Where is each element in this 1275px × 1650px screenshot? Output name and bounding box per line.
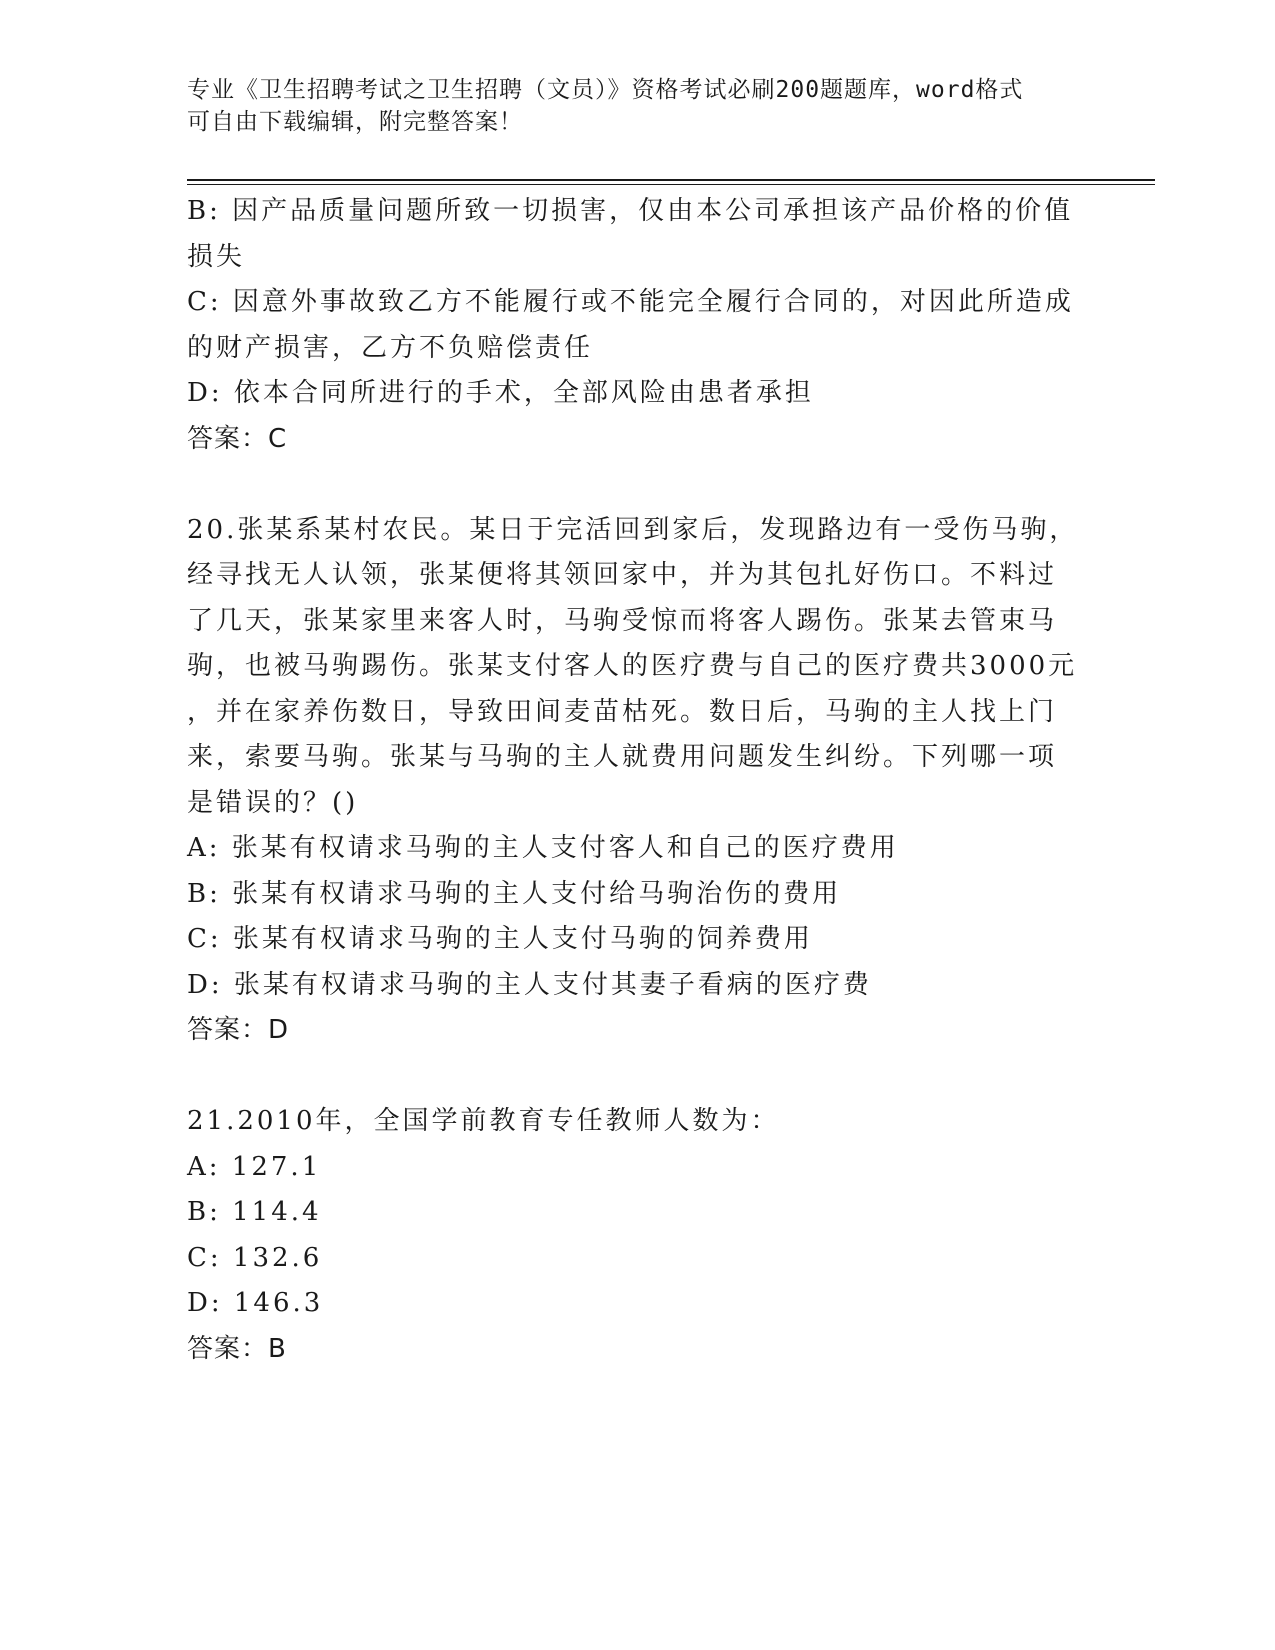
spacer — [187, 1054, 1077, 1100]
header-rule-thick — [187, 179, 1155, 181]
q19-option-c-line1: C: 因意外事故致乙方不能履行或不能完全履行合同的，对因此所造成 — [187, 287, 1074, 317]
q20-option-a: A: 张某有权请求马驹的主人支付客人和自己的医疗费用 — [187, 833, 899, 863]
q19-option-b-line1: B: 因产品质量问题所致一切损害，仅由本公司承担该产品价格的价值 — [187, 196, 1074, 226]
q19-option-c-line2: 的财产损害，乙方不负赔偿责任 — [187, 332, 594, 363]
q19-option-b-line2: 损失 — [187, 241, 246, 272]
q20-stem-line: 是错误的？() — [187, 787, 359, 818]
header-title-line1: 专业《卫生招聘考试之卫生招聘（文员）》资格考试必刷200题题库，word格式 — [187, 77, 1024, 103]
q21-option-c: C: 132.6 — [187, 1242, 323, 1273]
q20-option-b: B: 张某有权请求马驹的主人支付给马驹治伤的费用 — [187, 878, 842, 909]
question-20 — [187, 508, 1077, 1054]
question-21 — [187, 1099, 1077, 1372]
spacer — [187, 462, 1077, 508]
q21-option-a: A: 127.1 — [187, 1151, 322, 1182]
document-header — [187, 74, 1087, 138]
q20-stem-line: 20.张某系某村农民。某日于完活回到家后，发现路边有一受伤马驹， — [187, 514, 1079, 545]
q20-stem-line: 了几天，张某家里来客人时，马驹受惊而将客人踢伤。张某去管束马 — [187, 605, 1058, 636]
q21-stem: 21.2010年，全国学前教育专任教师人数为： — [187, 1106, 780, 1136]
q20-stem-line: 来，索要马驹。张某与马驹的主人就费用问题发生纠纷。下列哪一项 — [187, 742, 1058, 772]
question-19-continued — [187, 189, 1077, 462]
q20-stem-line: ，并在家养伤数日，导致田间麦苗枯死。数日后，马驹的主人找上门 — [187, 696, 1058, 727]
q20-stem-line: 驹，也被马驹踢伤。张某支付客人的医疗费与自己的医疗费共3000元 — [187, 651, 1078, 681]
q21-option-b: B: 114.4 — [187, 1197, 322, 1227]
q19-answer: 答案：C — [187, 423, 288, 454]
q21-answer: 答案：B — [187, 1333, 287, 1364]
header-rule-thin — [187, 184, 1155, 185]
q20-option-d: D: 张某有权请求马驹的主人支付其妻子看病的医疗费 — [187, 969, 872, 1000]
q19-option-d: D: 依本合同所进行的手术，全部风险由患者承担 — [187, 378, 814, 408]
q20-answer: 答案：D — [187, 1015, 290, 1045]
header-title-line2: 可自由下载编辑，附完整答案！ — [187, 109, 523, 135]
q20-option-c: C: 张某有权请求马驹的主人支付马驹的饲养费用 — [187, 924, 813, 954]
q21-option-d: D: 146.3 — [187, 1288, 324, 1318]
q20-stem-line: 经寻找无人认领，张某便将其领回家中，并为其包扎好伤口。不料过 — [187, 560, 1058, 590]
document-body — [187, 189, 1077, 1372]
